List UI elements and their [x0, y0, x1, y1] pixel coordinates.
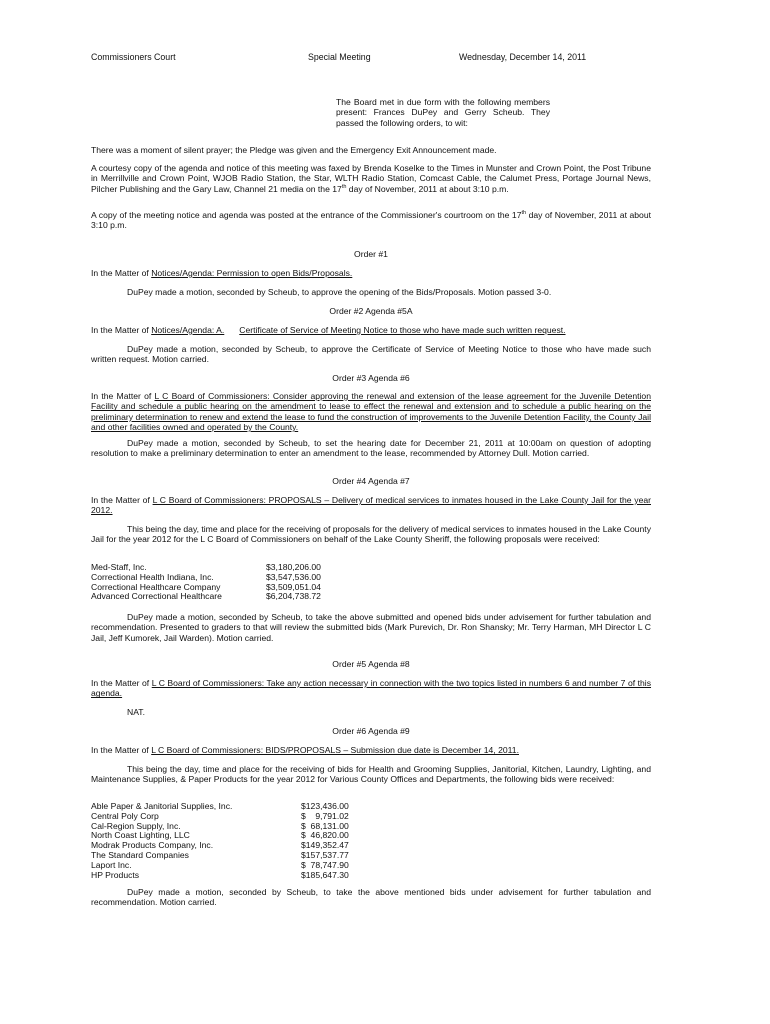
- order-1-title: Order #1: [354, 249, 388, 259]
- bid-amount: $3,509,051.04: [266, 581, 321, 592]
- bidder-name: Central Poly Corp: [91, 810, 159, 821]
- order-4-title: Order #4 Agenda #7: [332, 476, 410, 486]
- bidder-name: The Standard Companies: [91, 849, 189, 860]
- order-1-motion: DuPey made a motion, seconded by Scheub, to approve the opening of the Bids/Proposals. Motion passed 3-0.: [127, 287, 552, 297]
- order-5-title: Order #5 Agenda #8: [332, 659, 410, 669]
- bid-amount: $123,436.00: [301, 801, 349, 811]
- bidder-name: Correctional Healthcare Company: [91, 581, 221, 592]
- order-2-motion: DuPey made a motion, seconded by Scheub, to approve the Certificate of Service of Meeting Notice to those who have made such written request. Motion carried.: [91, 344, 651, 365]
- bidder-name: Med-Staff, Inc.: [91, 562, 147, 572]
- order-6-motion: DuPey made a motion, seconded by Scheub, to take the above mentioned bids under advisement for further tabulation and recommendation. Motion carried.: [91, 887, 651, 908]
- bid-amount: $149,352.47: [301, 840, 349, 851]
- table-row: [91, 871, 349, 881]
- order-5-matter: In the Matter of L C Board of Commissioners: Take any action necessary in connection with the two topics listed in numbers 6 and number 7 of this agenda.: [91, 678, 652, 699]
- bid-amount: $ 46,820.00: [301, 830, 349, 841]
- order-2-matter: In the Matter of Notices/Agenda: A. Certificate of Service of Meeting Notice to those who have made such written request.: [91, 325, 566, 335]
- order-6-bids-table: [91, 802, 349, 880]
- order-6-matter: In the Matter of L C Board of Commissioners: BIDS/PROPOSALS – Submission due date is December 14, 2011.: [91, 745, 519, 755]
- header-court: Commissioners Court: [91, 52, 176, 62]
- bidder-name: Cal-Region Supply, Inc.: [91, 820, 181, 831]
- bid-amount: $6,204,738.72: [266, 591, 321, 602]
- bid-amount: $ 68,131.00: [301, 820, 349, 831]
- order-4-matter: In the Matter of L C Board of Commissioners: PROPOSALS – Delivery of medical services to inmates housed in the Lake County Jail for the year 2012.: [91, 495, 651, 516]
- order-6-title: Order #6 Agenda #9: [332, 726, 410, 736]
- header-date: Wednesday, December 14, 2011: [459, 52, 587, 62]
- bidder-name: Laport Inc.: [91, 859, 132, 870]
- bid-amount: $185,647.30: [301, 869, 349, 880]
- board-met-paragraph: The Board met in due form with the following members present: Frances DuPey and Gerry Scheub. They passed the following orders, to wit:: [336, 97, 550, 128]
- order-3-motion: DuPey made a motion, seconded by Scheub, to set the hearing date for December 21, 2011 at 10:00am on question of adopting resolution to make a preliminary determination to enter an amendment to the lease, recommended by Attorney Dull. Motion carried.: [91, 438, 651, 459]
- order-3-matter: In the Matter of L C Board of Commissioners: Consider approving the renewal and extension of the lease agreement for the Juvenile Detention Facility and schedule a public hearing on the amendment to lease to effect the renewal and extension and to schedule a public hearing on the preliminary determination to renew and extend the lease to fund the construction of improvements to the Juvenile Detention Facility, the County Jail and other facilities owned and operated by the County.: [91, 391, 651, 433]
- order-2-title: Order #2 Agenda #5A: [329, 306, 413, 316]
- bidder-name: North Coast Lighting, LLC: [91, 830, 190, 841]
- table-row: [91, 592, 321, 602]
- bidder-name: Advanced Correctional Healthcare: [91, 591, 222, 602]
- order-3-title: Order #3 Agenda #6: [332, 373, 410, 383]
- bidder-name: Modrak Products Company, Inc.: [91, 840, 214, 851]
- order-4-proposals-table: [91, 563, 321, 602]
- bid-amount: $157,537.77: [301, 849, 349, 860]
- order-6-intro: This being the day, time and place for the receiving of bids for Health and Grooming Supplies, Janitorial, Kitchen, Laundry, Lighting, and Maintenance Supplies, & Paper Products for the year 2012 for Various County Offices and Departments, the following bids were received:: [91, 764, 651, 785]
- bid-amount: $3,547,536.00: [266, 571, 321, 582]
- prayer-paragraph: There was a moment of silent prayer; the Pledge was given and the Emergency Exit Announcement made.: [91, 145, 497, 155]
- posted-notice-paragraph: A copy of the meeting notice and agenda was posted at the entrance of the Commissioner's courtroom on the 17th day of November, 2011 at about 3:10 p.m.: [91, 210, 652, 231]
- order-4-motion: DuPey made a motion, seconded by Scheub, to take the above submitted and opened bids under advisement for further tabulation and recommendation. Presented to graders to that will review the submitted bids (Mark Purevich, Dr. Ron Shansky; Mr. Terry Harman, MH Director L C Jail, Jeff Kumorek, Jail Warden). Motion carried.: [91, 612, 651, 643]
- bid-amount: $3,180,206.00: [266, 562, 321, 572]
- order-1-matter: In the Matter of Notices/Agenda: Permission to open Bids/Proposals.: [91, 268, 353, 278]
- bidder-name: Correctional Health Indiana, Inc.: [91, 571, 214, 582]
- bidder-name: HP Products: [91, 869, 140, 880]
- bid-amount: $ 78,747.90: [301, 859, 349, 870]
- order-5-motion: NAT.: [127, 707, 145, 717]
- courtesy-copy-paragraph: A courtesy copy of the agenda and notice of this meeting was faxed by Brenda Koselke to the Times in Munster and Crown Point, the Post Tribune in Merrillville and Crown Point, WJOB Radio Station, the Star, WLTH Radio Station, Comcast Cable, the Calumet Press, Portage Journal News, Pilcher Publishing and the Gary Law, Channel 21 media on the 17th day of November, 2011 at about 3:10 p.m.: [91, 163, 651, 194]
- bidder-name: Able Paper & Janitorial Supplies, Inc.: [91, 801, 233, 811]
- header-meeting-type: Special Meeting: [308, 52, 371, 62]
- order-4-intro: This being the day, time and place for the receiving of proposals for the delivery of medical services to inmates housed in the Lake County Jail for the year 2012 for the L C Board of Commissioners on behalf of the Lake County Sheriff, the following proposals were received:: [91, 524, 651, 545]
- bid-amount: $ 9,791.02: [301, 810, 349, 821]
